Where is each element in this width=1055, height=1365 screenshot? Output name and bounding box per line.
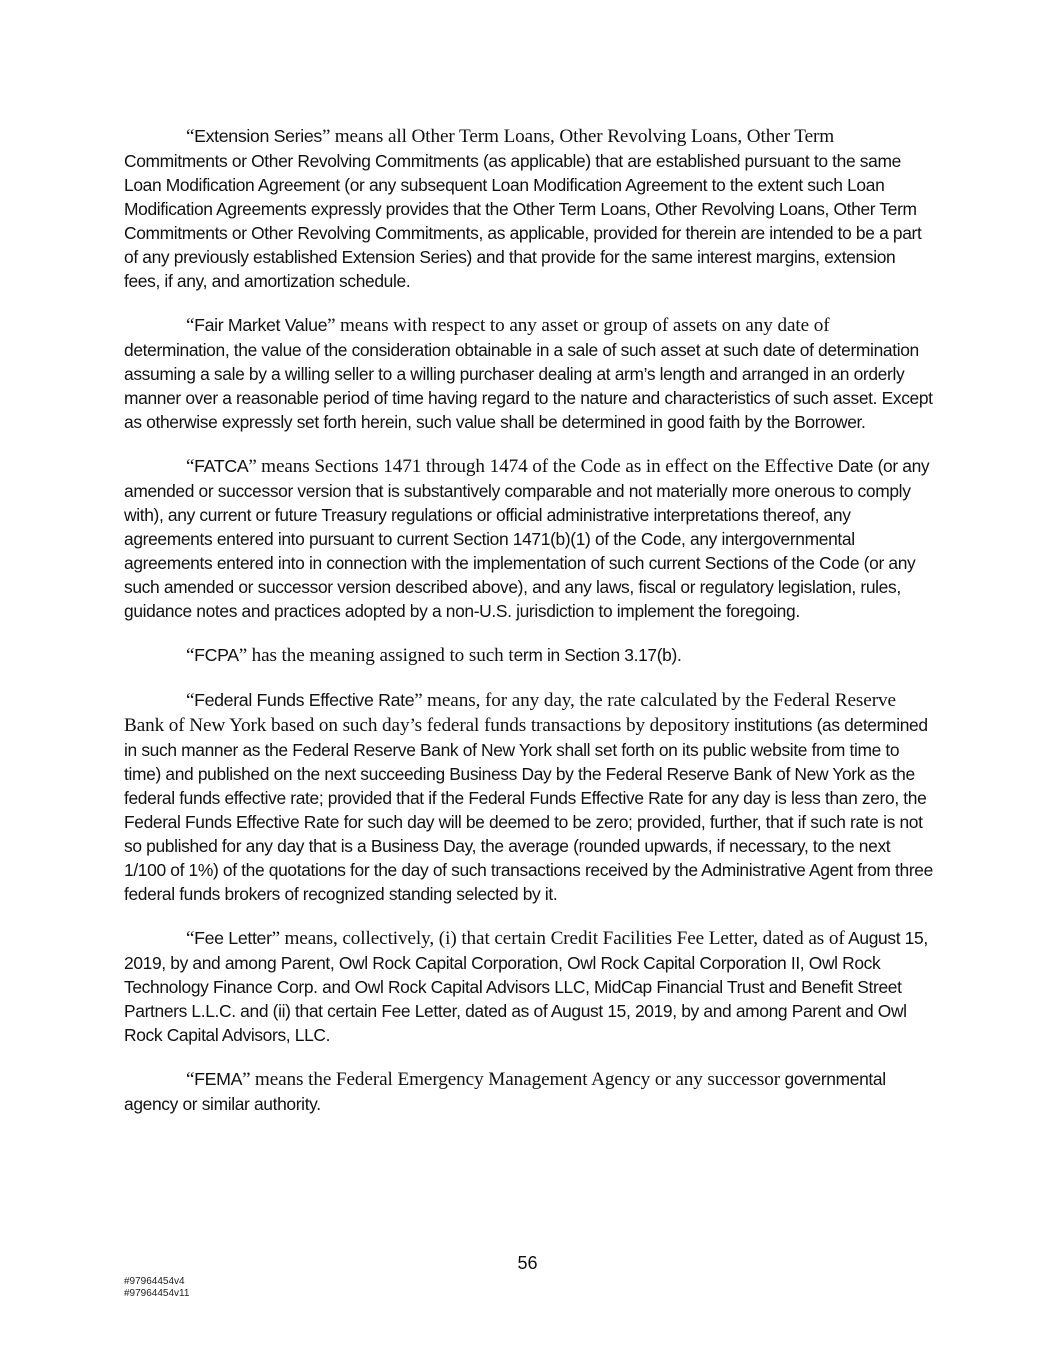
definition-fair-market-value: [124, 313, 934, 434]
definition-extension-series: [124, 124, 934, 293]
definition-fee-letter: [124, 926, 934, 1047]
close-quote: ”: [242, 1069, 251, 1090]
definition-lead: means, collectively, (i) that certain Credit Facilities Fee Letter, dated as of: [279, 928, 845, 949]
defined-term: Federal Funds Effective Rate: [194, 690, 415, 710]
definition-text: institutions (as determined in such manner as the Federal Reserve Bank of New York shall set forth on its public website from time to time) and published on the next succeeding Business Day by the Federal Reserve Bank of New York as the federal funds effective rate; provided that if the Federal Funds Effective Rate for any day is less than zero, the Federal Funds Effective Rate for such day will be deemed to be zero; provided, further, that if such rate is not so published for any day that is a Business Day, the average (rounded upwards, if necessary, to the next 1/100 of 1%) of the quotations for the day of such transactions received by the Administrative Agent from three federal funds brokers of recognized standing selected by it.: [124, 715, 933, 904]
definition-text: Commitments or Other Revolving Commitments (as applicable) that are established pursuant to the same Loan Modification Agreement (or any subsequent Loan Modification Agreement to the extent such Loan Modification Agreements expressly provides that the Other Term Loans, Other Revolving Loans, Other Term Commitments or Other Revolving Commitments, as applicable, provided for therein are intended to be a part of any previously established Extension Series) and that provide for the same interest margins, extension fees, if any, and amortization schedule.: [124, 151, 922, 291]
page-number: 56: [517, 1253, 538, 1273]
definition-text: Date (or any amended or successor version that is substantively comparable and not materially more onerous to comply with), any current or future Treasury regulations or official administrative interpretations thereof, any agreements entered into pursuant to current Section 1471(b)(1) of the Code, any intergovernmental agreements entered into in connection with the implementation of such current Sections of the Code (or any such amended or successor version described above), and any laws, fiscal or regulatory legislation, rules, guidance notes and practices adopted by a non-U.S. jurisdiction to implement the foregoing.: [124, 456, 930, 621]
open-quote: “: [186, 1069, 195, 1090]
defined-term: Extension Series: [194, 126, 322, 146]
document-id: #97964454v11: [124, 1288, 190, 1299]
document-ids: [124, 1276, 189, 1300]
document-id: #97964454v4: [124, 1276, 185, 1287]
definition-lead: means, for any day, the rate calculated by the Federal Reserve Bank of New York based on such day’s federal funds transactions by depository: [124, 690, 896, 736]
definitions-body: [124, 124, 934, 1136]
definition-text: governmental agency or similar authority.: [124, 1069, 886, 1114]
defined-term: Fair Market Value: [194, 315, 328, 335]
definition-lead: means with respect to any asset or group of assets on any date of: [335, 315, 830, 336]
close-quote: ”: [414, 690, 423, 711]
close-quote: ”: [271, 928, 280, 949]
definition-fcpa: [124, 643, 934, 668]
defined-term: FCPA: [194, 645, 239, 665]
defined-term: FATCA: [194, 456, 249, 476]
definition-lead: means all Other Term Loans, Other Revolving Loans, Other Term: [330, 126, 835, 147]
open-quote: “: [186, 456, 195, 477]
definition-lead: has the meaning assigned to such t: [246, 645, 514, 666]
definition-text: August 15, 2019, by and among Parent, Owl Rock Capital Corporation, Owl Rock Capital Corporation II, Owl Rock Technology Finance Corp. and Owl Rock Capital Advisors LLC, MidCap Financial Trust and Benefit Street Partners L.L.C. and (ii) that certain Fee Letter, dated as of August 15, 2019, by and among Parent and Owl Rock Capital Advisors, LLC.: [124, 928, 928, 1045]
close-quote: ”: [321, 126, 331, 147]
open-quote: “: [186, 315, 195, 336]
definition-lead: means the Federal Emergency Management Agency or any successor: [250, 1069, 781, 1090]
defined-term: Fee Letter: [194, 928, 272, 948]
defined-term: FEMA: [194, 1069, 243, 1089]
definition-federal-funds-effective-rate: [124, 688, 934, 906]
definition-fema: [124, 1067, 934, 1116]
definition-lead: means Sections 1471 through 1474 of the Code as in effect on the Effective: [256, 456, 834, 477]
close-quote: ”: [327, 315, 336, 336]
definition-text: determination, the value of the consideration obtainable in a sale of such asset at such date of determination assuming a sale by a willing seller to a willing purchaser dealing at arm’s length and arranged in an orderly manner over a reasonable period of time having regard to the nature and characteristics of such asset. Except as otherwise expressly set forth herein, such value shall be determined in good faith by the Borrower.: [124, 340, 933, 432]
open-quote: “: [186, 928, 195, 949]
open-quote: “: [186, 690, 195, 711]
open-quote: “: [186, 645, 195, 666]
open-quote: “: [186, 126, 195, 147]
definition-fatca: [124, 454, 934, 623]
close-quote: ”: [238, 645, 247, 666]
definition-text: erm in Section 3.17(b).: [513, 645, 682, 665]
close-quote: ”: [248, 456, 257, 477]
